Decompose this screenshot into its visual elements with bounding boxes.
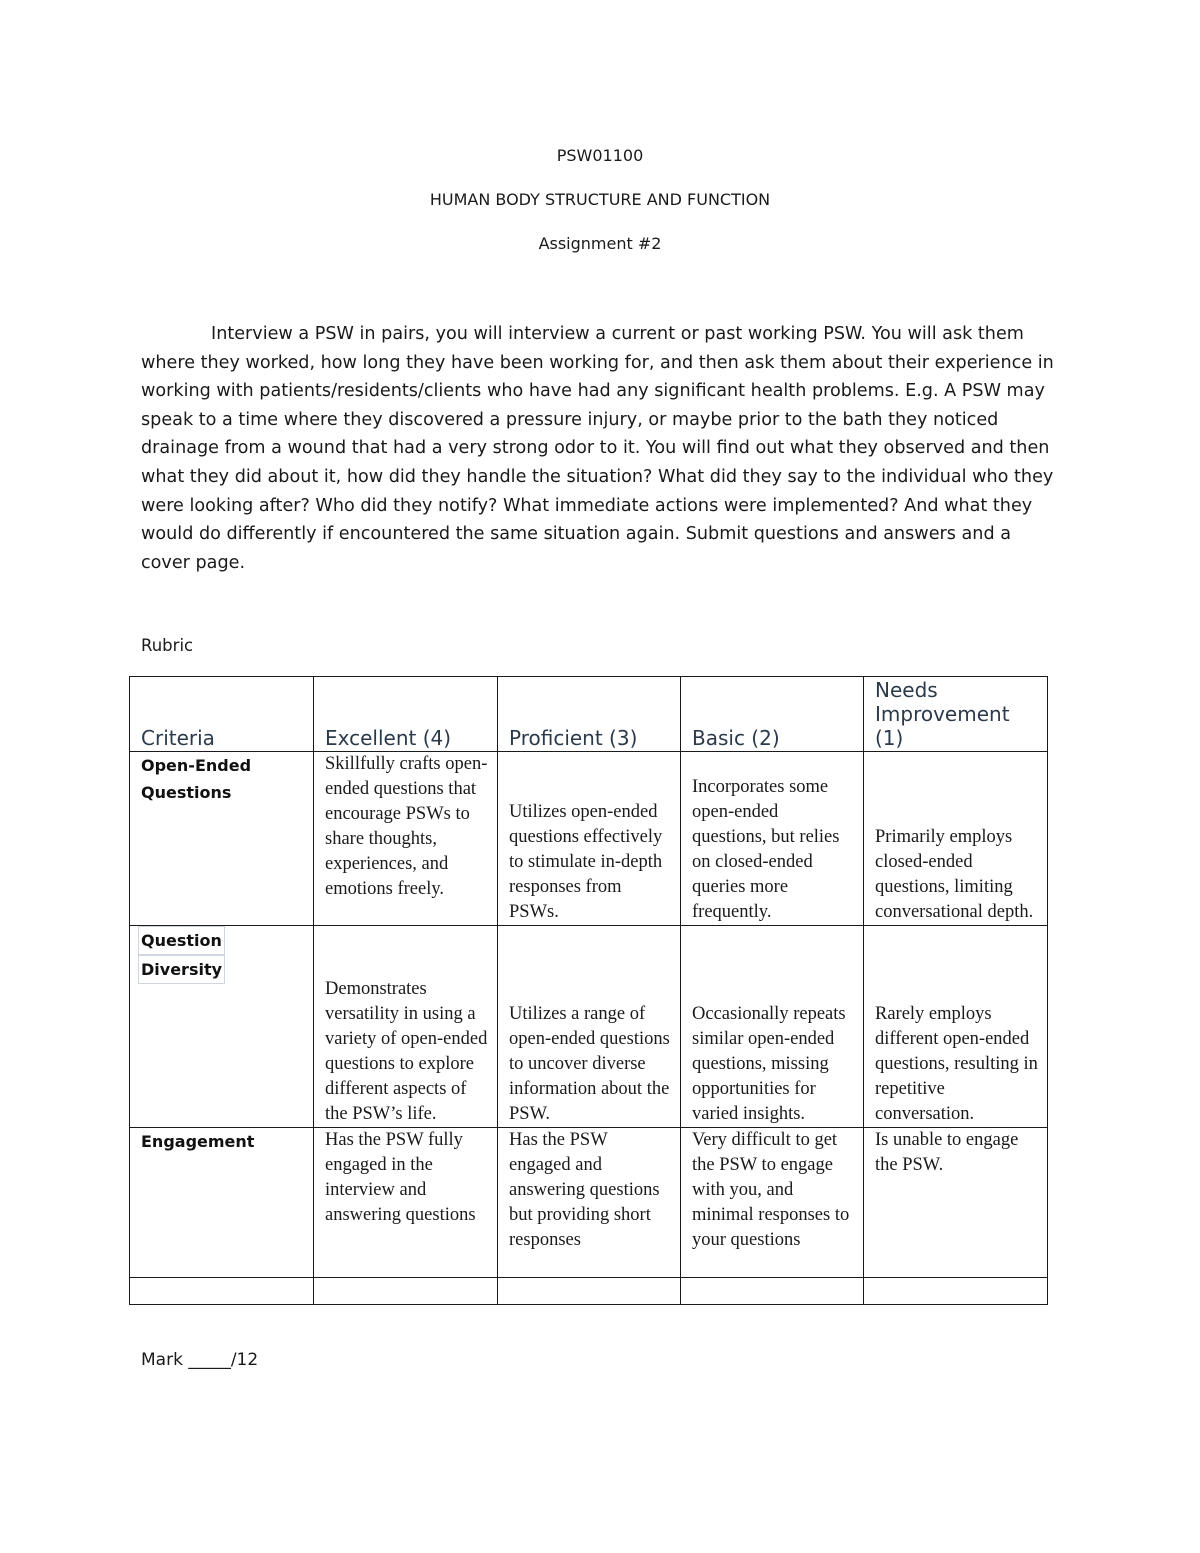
rubric-row-empty bbox=[130, 1278, 1048, 1305]
cell-diversity-proficient: Utilizes a range of open-ended questions to uncover diverse information about the PSW. bbox=[498, 926, 681, 1128]
empty-cell bbox=[498, 1278, 681, 1305]
cell-open-ended-needs-improvement: Primarily employs closed-ended questions, limiting conversational depth. bbox=[864, 752, 1048, 926]
cell-open-ended-excellent: Skillfully crafts open-ended questions that encourage PSWs to share thoughts, experiences, and emotions freely. bbox=[314, 752, 498, 926]
cell-diversity-needs-improvement: Rarely employs different open-ended questions, resulting in repetitive conversation. bbox=[864, 926, 1048, 1128]
rubric-header-row bbox=[130, 677, 1048, 752]
cell-diversity-excellent: Demonstrates versatility in using a variety of open-ended questions to explore different aspects of the PSW’s life. bbox=[314, 926, 498, 1128]
criterion-engagement: Engagement bbox=[130, 1128, 314, 1278]
header-excellent: Excellent (4) bbox=[314, 677, 498, 752]
cell-diversity-basic: Occasionally repeats similar open-ended questions, missing opportunities for varied insights. bbox=[681, 926, 864, 1128]
rubric-row-question-diversity bbox=[130, 926, 1048, 1128]
empty-cell bbox=[130, 1278, 314, 1305]
course-title: HUMAN BODY STRUCTURE AND FUNCTION bbox=[429, 190, 771, 209]
mark-line: Mark _____/12 bbox=[141, 1350, 259, 1370]
cell-engagement-basic: Very difficult to get the PSW to engage with you, and minimal responses to your questions bbox=[681, 1128, 864, 1278]
criterion-open-ended: Open-Ended Questions bbox=[130, 752, 314, 926]
header-criteria: Criteria bbox=[130, 677, 314, 752]
rubric-table bbox=[129, 676, 1048, 1305]
rubric-row-open-ended bbox=[130, 752, 1048, 926]
rubric-label: Rubric bbox=[141, 636, 194, 655]
cell-engagement-needs-improvement: Is unable to engage the PSW. bbox=[864, 1128, 1048, 1278]
empty-cell bbox=[681, 1278, 864, 1305]
header-needs-improvement: Needs Improvement (1) bbox=[864, 677, 1048, 752]
empty-cell bbox=[314, 1278, 498, 1305]
header-proficient: Proficient (3) bbox=[498, 677, 681, 752]
criterion-question-diversity bbox=[130, 926, 314, 1128]
cell-open-ended-basic: Incorporates some open-ended questions, but relies on closed-ended queries more frequently. bbox=[681, 752, 864, 926]
criterion-question-diversity-line2: Diversity bbox=[138, 955, 225, 984]
criterion-question-diversity-line1: Question bbox=[138, 926, 225, 955]
assignment-instructions: Interview a PSW in pairs, you will interview a current or past working PSW. You will ask them where they worked, how long they have been working for, and then ask them about their experience in working with patients/residents/clients who have had any significant health problems. E.g. A PSW may speak to a time where they discovered a pressure injury, or maybe prior to the bath they noticed drainage from a wound that had a very strong odor to it. You will find out what they observed and then what they did about it, how did they handle the situation? What did they say to the individual who they were looking after? Who did they notify? What immediate actions were implemented? And what they would do differently if encountered the same situation again. Submit questions and answers and a cover page. bbox=[141, 324, 1054, 573]
cell-open-ended-proficient: Utilizes open-ended questions effectively to stimulate in-depth responses from PSWs. bbox=[498, 752, 681, 926]
assignment-label: Assignment #2 bbox=[538, 234, 662, 253]
course-code: PSW01100 bbox=[556, 146, 644, 165]
empty-cell bbox=[864, 1278, 1048, 1305]
rubric-row-engagement bbox=[130, 1128, 1048, 1278]
cell-engagement-excellent: Has the PSW fully engaged in the interview and answering questions bbox=[314, 1128, 498, 1278]
cell-engagement-proficient: Has the PSW engaged and answering questions but providing short responses bbox=[498, 1128, 681, 1278]
header-basic: Basic (2) bbox=[681, 677, 864, 752]
